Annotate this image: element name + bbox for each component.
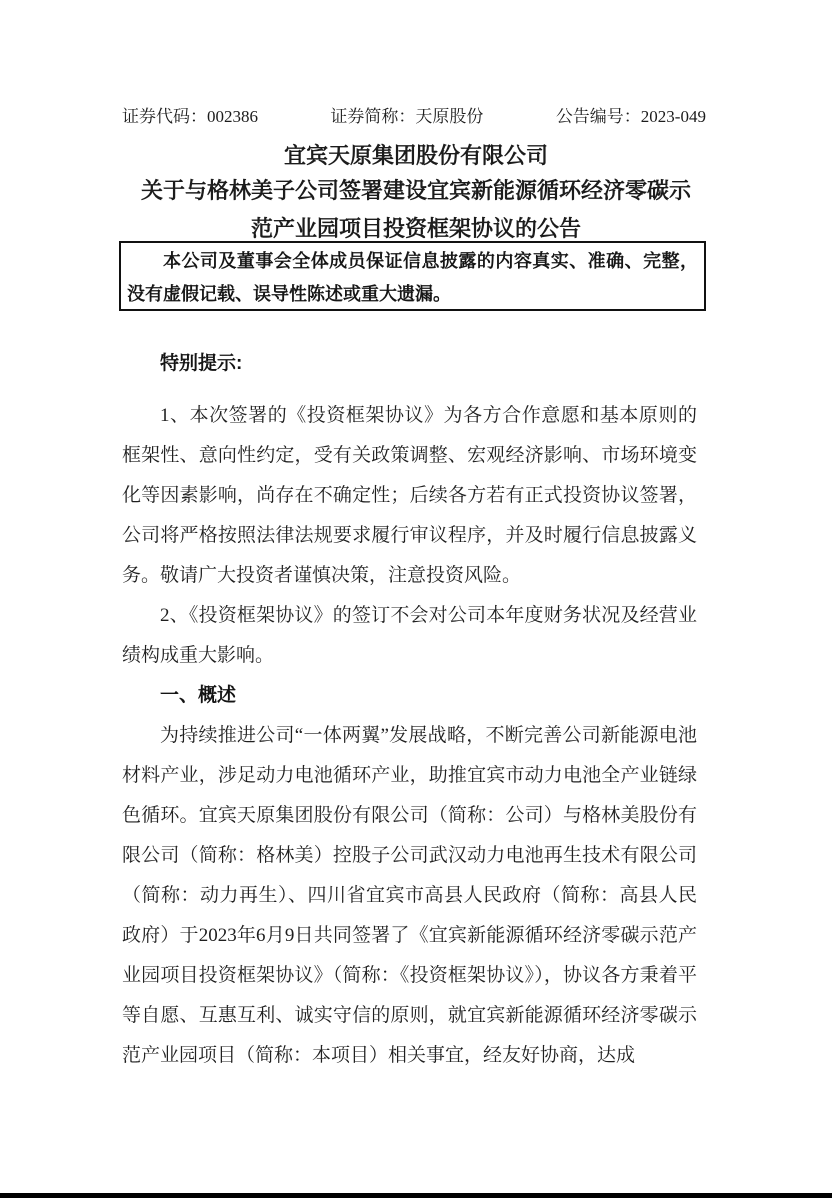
special-notice-item-1: 1、本次签署的《投资框架协议》为各方合作意愿和基本原则的框架性、意向性约定，受有关政策调整、宏观经济影响、市场环境变化等因素影响，尚存在不确定性；后续各方若有正式投资协议签署，公司将严格按照法律法规要求履行审议程序，并及时履行信息披露义务。敬请广大投资者谨慎决策，注意投资风险。 [122,405,697,586]
section-heading-overview: 一、概述 [160,685,237,706]
overview-paragraph: 为持续推进公司“一体两翼”发展战略，不断完善公司新能源电池材料产业，涉足动力电池循环产业，助推宜宾市动力电池全产业链绿色循环。宜宾天原集团股份有限公司（简称：公司）与格林美股份有限公司（简称：格林美）控股子公司武汉动力电池再生技术有限公司（简称：动力再生）、四川省宜宾市高县人民政府（简称：高县人民政府）于2023年6月9日共同签署了《宜宾新能源循环经济零碳示范产业园项目投资框架协议》（简称：《投资框架协议》），协议各方秉着平等自愿、互惠互利、诚实守信的原则，就宜宾新能源循环经济零碳示范产业园项目（简称：本项目）相关事宜，经友好协商，达成 [122,725,697,1066]
securities-info-header [122,107,706,127]
announcement-title-line2: 范产业园项目投资框架协议的公告 [250,216,581,241]
announcement-number: 公告编号：2023-049 [555,107,706,126]
stock-abbr: 证券简称：天原股份 [330,107,484,126]
announcement-title-line1: 关于与格林美子公司签署建设宜宾新能源循环经济零碳示 [140,178,691,203]
disclaimer-box [119,241,706,311]
company-name-title: 宜宾天原集团股份有限公司 [283,143,548,168]
scan-edge-bar [0,1193,832,1198]
stock-code: 证券代码：002386 [122,107,258,126]
disclaimer-text: 本公司及董事会全体成员保证信息披露的内容真实、准确、完整，没有虚假记载、误导性陈述或重大遗漏。 [127,251,698,304]
document-body [122,344,697,1076]
special-notice-heading: 特别提示: [160,353,243,374]
announcement-title [0,172,832,248]
special-notice-item-2: 2、《投资框架协议》的签订不会对公司本年度财务状况及经营业绩构成重大影响。 [122,605,697,666]
